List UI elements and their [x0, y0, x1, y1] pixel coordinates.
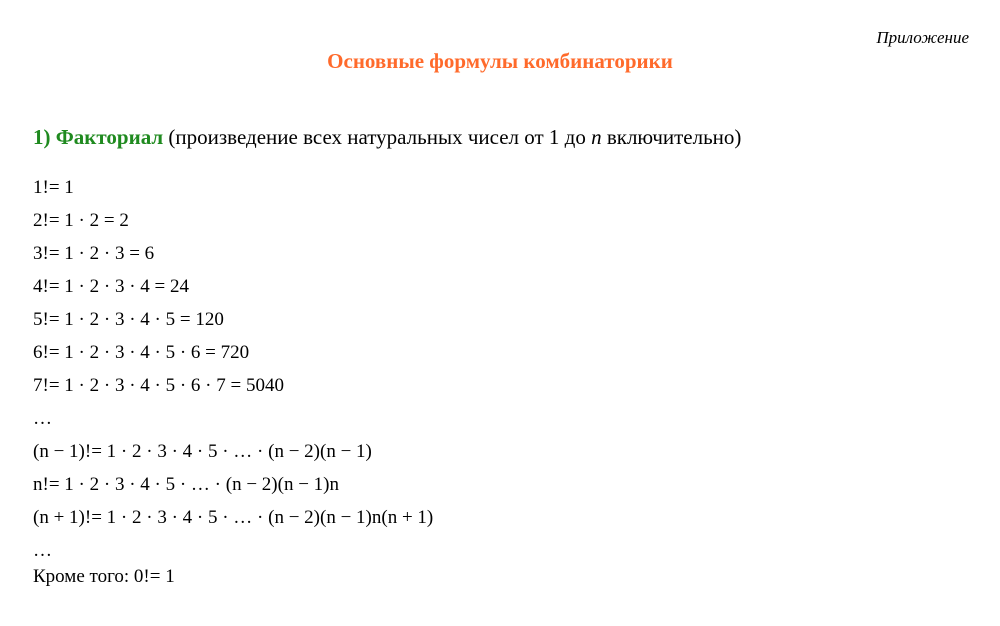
formula-line: 3!= 1 · 2 · 3 = 6	[33, 243, 155, 264]
formula-line: 6!= 1 · 2 · 3 · 4 · 5 · 6 = 720	[33, 342, 250, 363]
factorial-formula-list	[33, 174, 433, 570]
section-heading-factorial	[33, 125, 741, 150]
section-description-end: включительно)	[601, 125, 742, 149]
zero-factorial-note: Кроме того: 0!= 1	[33, 566, 175, 587]
formula-line: (n − 1)!= 1 · 2 · 3 · 4 · 5 · … · (n − 2)(n − 1)	[33, 441, 372, 462]
section-description-start: (произведение всех натуральных чисел от 1 до	[163, 125, 592, 149]
formula-line: 1!= 1	[33, 177, 74, 198]
ellipsis-line: …	[33, 408, 52, 429]
formula-line: 4!= 1 · 2 · 3 · 4 = 24	[33, 276, 189, 297]
formula-line: (n + 1)!= 1 · 2 · 3 · 4 · 5 · … · (n − 2)(n − 1)n(n + 1)	[33, 507, 434, 528]
section-variable: n	[591, 125, 602, 149]
page-title: Основные формулы комбинаторики	[327, 49, 673, 73]
formula-line: 5!= 1 · 2 · 3 · 4 · 5 = 120	[33, 309, 224, 330]
formula-line: 7!= 1 · 2 · 3 · 4 · 5 · 6 · 7 = 5040	[33, 375, 284, 396]
ellipsis-line: …	[33, 540, 52, 561]
section-label: 1) Факториал	[33, 125, 164, 149]
formula-line: 2!= 1 · 2 = 2	[33, 210, 129, 231]
formula-line: n!= 1 · 2 · 3 · 4 · 5 · … · (n − 2)(n − 1)n	[33, 474, 339, 495]
appendix-label: Приложение	[876, 28, 969, 47]
